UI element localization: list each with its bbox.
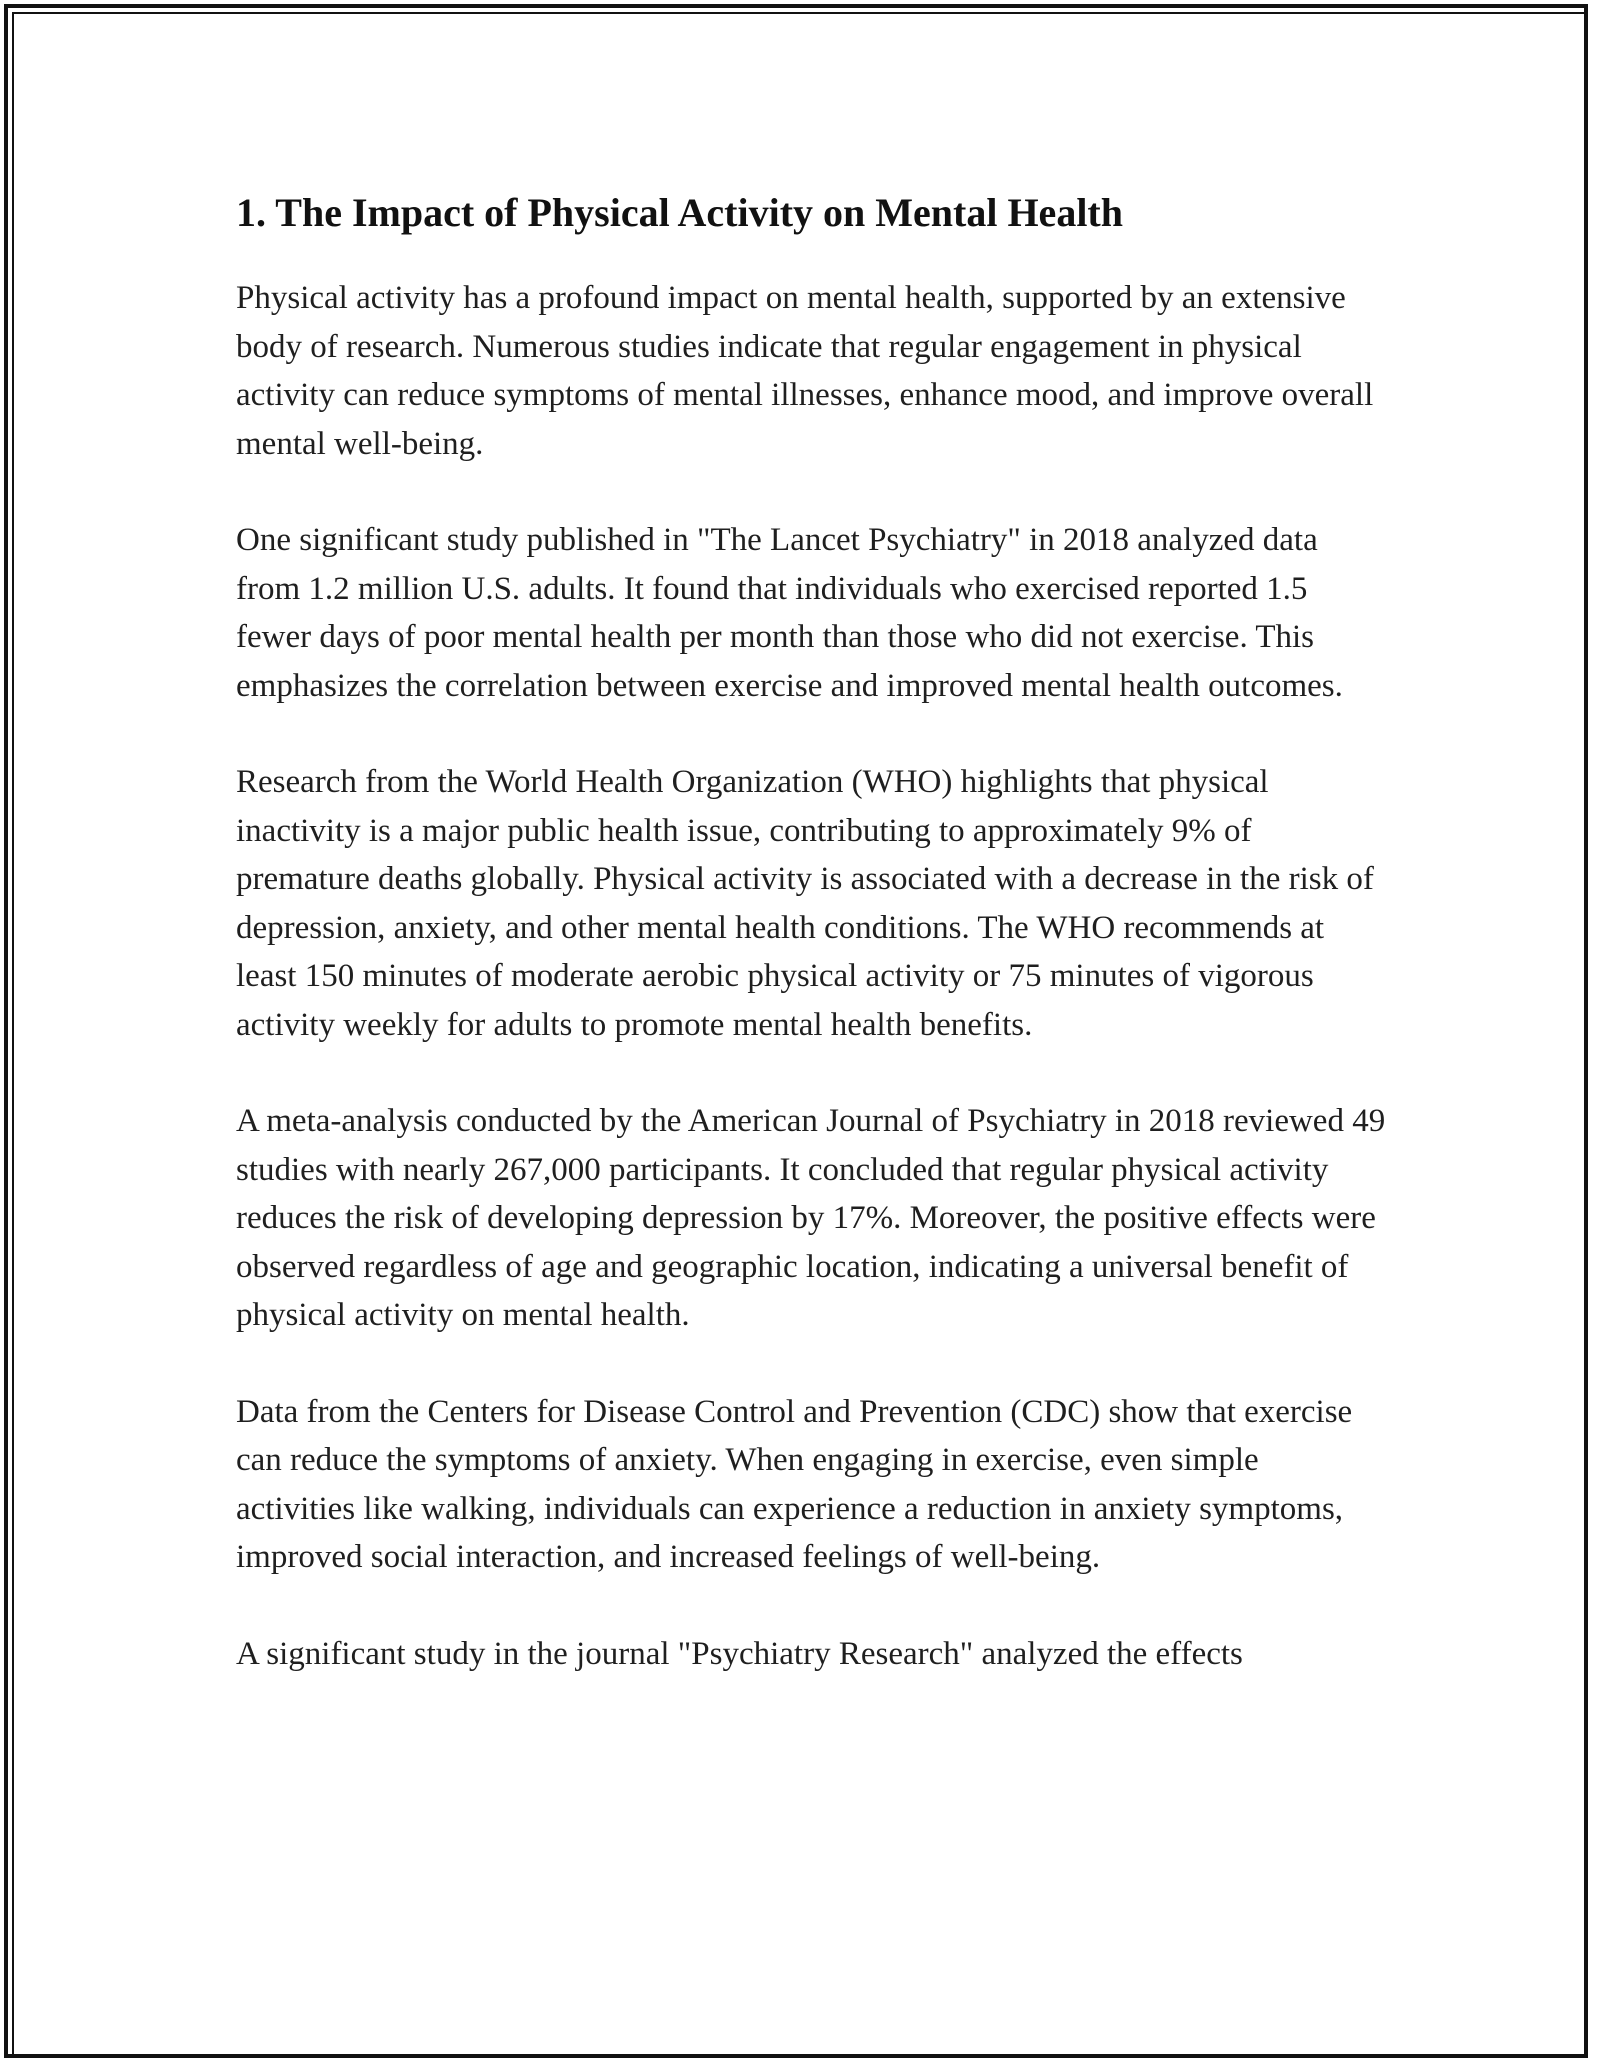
paragraph-intro: Physical activity has a profound impact on mental health, supported by an extensive body of research. Numerous studies indicate that regular engagement in physical activity can reduce symptoms of mental illnesses, enhance mood, and improve overall mental well-being.	[236, 280, 1374, 462]
paragraph-lancet-study: One significant study published in "The Lancet Psychiatry" in 2018 analyzed data from 1.2 million U.S. adults. It found that individuals who exercised reported 1.5 fewer days of poor mental health per month than those who did not exercise. This emphasizes the correlation between exercise and improved mental health outcomes.	[236, 522, 1343, 704]
document-body	[236, 186, 1386, 1726]
paragraph-psychiatry-research: A significant study in the journal "Psychiatry Research" analyzed the effects	[236, 1635, 1243, 1672]
section-heading: 1. The Impact of Physical Activity on Mental Health	[236, 190, 1123, 235]
paragraph-who-research: Research from the World Health Organization (WHO) highlights that physical inactivity is a major public health issue, contributing to approximately 9% of premature deaths globally. Physical activity is associated with a decrease in the risk of depression, anxiety, and other mental health conditions. The WHO recommends at least 150 minutes of moderate aerobic physical activity or 75 minutes of vigorous activity weekly for adults to promote mental health benefits.	[236, 764, 1374, 1043]
paragraph-cdc-data: Data from the Centers for Disease Control and Prevention (CDC) show that exercise can reduce the symptoms of anxiety. When engaging in exercise, even simple activities like walking, individuals can experience a reduction in anxiety symptoms, improved social interaction, and increased feelings of well-being.	[236, 1393, 1353, 1575]
paragraph-meta-analysis: A meta-analysis conducted by the American Journal of Psychiatry in 2018 reviewed 49 studies with nearly 267,000 participants. It concluded that regular physical activity reduces the risk of developing depression by 17%. Moreover, the positive effects were observed regardless of age and geographic location, indicating a universal benefit of physical activity on mental health.	[236, 1103, 1386, 1333]
